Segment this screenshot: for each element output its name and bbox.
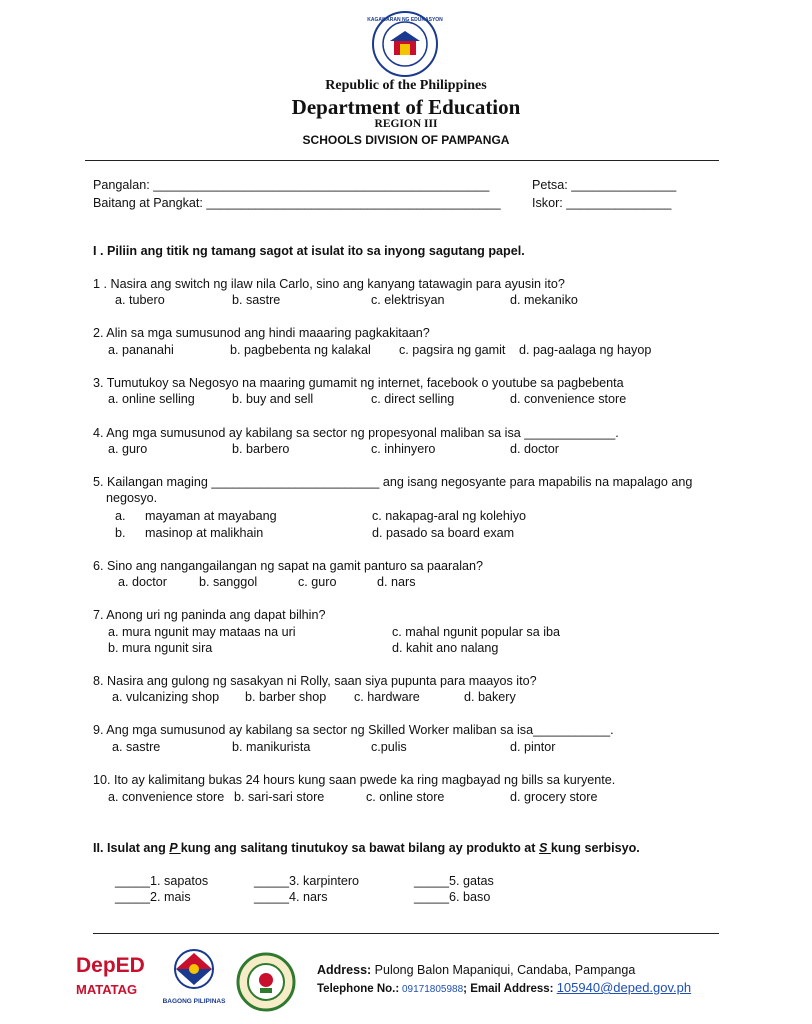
name-field-label: Pangalan: ________________________________________________ bbox=[93, 178, 490, 192]
footer-address bbox=[317, 963, 635, 977]
q1-choice-b: b. sastre bbox=[232, 293, 281, 307]
footer-contact bbox=[317, 980, 691, 995]
matatag-logo-text: MATATAG bbox=[76, 982, 138, 997]
q10-choice-d: d. grocery store bbox=[510, 790, 598, 804]
q5-stem-continued: negosyo. bbox=[106, 491, 158, 505]
q3-choice-d: d. convenience store bbox=[510, 392, 627, 406]
q6-stem: 6. Sino ang nangangailangan ng sapat na gamit panturo sa paaralan? bbox=[93, 559, 484, 573]
date-field-label: Petsa: _______________ bbox=[532, 178, 677, 192]
q9-choice-d: d. pintor bbox=[510, 740, 556, 754]
q3-choice-c: c. direct selling bbox=[371, 392, 455, 406]
q1-choice-a: a. tubero bbox=[115, 293, 165, 307]
header-divider bbox=[85, 160, 719, 161]
q10-choice-b: b. sari-sari store bbox=[234, 790, 325, 804]
part2-item-5: _____5. gatas bbox=[414, 874, 494, 888]
q6-choice-d: d. nars bbox=[377, 575, 416, 589]
part2-instr-mid: kung ang salitang tinutukoy sa bawat bilang ay produkto at bbox=[180, 841, 539, 855]
deped-seal bbox=[367, 11, 443, 77]
part2-instr-post: kung serbisyo. bbox=[550, 841, 640, 855]
q5-choice-d: d. pasado sa board exam bbox=[372, 526, 515, 540]
email-link[interactable]: 105940@deped.gov.ph bbox=[556, 980, 692, 995]
part2-instruction bbox=[93, 841, 640, 855]
q9-stem: 9. Ang mga sumusunod ay kabilang sa sector ng Skilled Worker maliban sa isa___________. bbox=[93, 723, 614, 737]
part2-item-3: _____3. karpintero bbox=[254, 874, 360, 888]
part2-item-2: _____2. mais bbox=[115, 890, 191, 904]
bagong-pilipinas-logo bbox=[162, 948, 226, 996]
q10-stem: 10. Ito ay kalimitang bukas 24 hours kung saan pwede ka ring magbayad ng bills sa kuryente. bbox=[93, 773, 616, 787]
q10-choice-a: a. convenience store bbox=[108, 790, 225, 804]
part1-instruction: I . Piliin ang titik ng tamang sagot at isulat ito sa inyong sagutang papel. bbox=[93, 244, 525, 258]
q5-choice-a-letter: a. bbox=[115, 509, 126, 523]
q5-choice-b: masinop at malikhain bbox=[145, 526, 264, 540]
q2-stem: 2. Alin sa mga sumusunod ang hindi maaaring pagkakitaan? bbox=[93, 326, 430, 340]
q9-choice-c: c.pulis bbox=[371, 740, 407, 754]
region-heading: REGION III bbox=[374, 118, 438, 130]
q7-choice-c: c. mahal ngunit popular sa iba bbox=[392, 625, 561, 639]
q5-choice-a: mayaman at mayabang bbox=[145, 509, 277, 523]
division-heading: SCHOOLS DIVISION OF PAMPANGA bbox=[302, 133, 510, 147]
q7-choice-b: b. mura ngunit sira bbox=[108, 641, 213, 655]
department-heading: Department of Education bbox=[291, 95, 521, 119]
address-value: Pulong Balon Mapaniqui, Candaba, Pampanga bbox=[371, 963, 636, 977]
q6-choice-b: b. sanggol bbox=[199, 575, 258, 589]
telephone-value: 09171805988 bbox=[399, 984, 464, 995]
q8-choice-b: b. barber shop bbox=[245, 690, 327, 704]
part2-item-4: _____4. nars bbox=[254, 890, 328, 904]
q4-choice-b: b. barbero bbox=[232, 442, 290, 456]
address-label: Address: bbox=[317, 963, 372, 977]
bagong-pilipinas-label: BAGONG PILIPINAS bbox=[162, 998, 226, 1005]
q3-choice-a: a. online selling bbox=[108, 392, 195, 406]
telephone-label: Telephone No.: bbox=[317, 983, 400, 995]
service-mark: S bbox=[538, 841, 551, 855]
q1-stem: 1 . Nasira ang switch ng ilaw nila Carlo, sino ang kanyang tatawagin para ayusin ito? bbox=[93, 277, 565, 291]
q5-stem: 5. Kailangan maging ________________________ ang isang negosyante para mapabilis na mapalago ang bbox=[93, 475, 693, 489]
q10-choice-c: c. online store bbox=[366, 790, 445, 804]
q1-choice-d: d. mekaniko bbox=[510, 293, 578, 307]
q7-stem: 7. Anong uri ng paninda ang dapat bilhin? bbox=[93, 608, 326, 622]
email-label: ; Email Address: bbox=[463, 983, 554, 995]
q7-choice-d: d. kahit ano nalang bbox=[392, 641, 499, 655]
q5-choice-c: c. nakapag-aral ng kolehiyo bbox=[372, 509, 527, 523]
part2-item-6: _____6. baso bbox=[414, 890, 491, 904]
deped-matatag-logo bbox=[76, 955, 145, 997]
q4-choice-d: d. doctor bbox=[510, 442, 560, 456]
q8-choice-a: a. vulcanizing shop bbox=[112, 690, 220, 704]
footer-divider bbox=[93, 933, 719, 934]
q8-choice-d: d. bakery bbox=[464, 690, 516, 704]
part2-item-1: _____1. sapatos bbox=[115, 874, 209, 888]
svg-text:KAGAWARAN NG EDUKASYON: KAGAWARAN NG EDUKASYON bbox=[367, 17, 443, 23]
part2-instr-pre: II. Isulat ang bbox=[93, 841, 170, 855]
q2-choice-b: b. pagbebenta ng kalakal bbox=[230, 343, 371, 357]
q7-choice-a: a. mura ngunit may mataas na uri bbox=[108, 625, 296, 639]
republic-heading: Republic of the Philippines bbox=[325, 78, 487, 93]
q9-choice-a: a. sastre bbox=[112, 740, 161, 754]
q9-choice-b: b. manikurista bbox=[232, 740, 311, 754]
q2-choice-c: c. pagsira ng gamit bbox=[399, 343, 506, 357]
grade-section-field-label: Baitang at Pangkat: __________________________________________ bbox=[93, 196, 501, 210]
q1-choice-c: c. elektrisyan bbox=[371, 293, 445, 307]
score-field-label: Iskor: _______________ bbox=[532, 196, 672, 210]
q4-choice-a: a. guro bbox=[108, 442, 148, 456]
q3-stem: 3. Tumutukoy sa Negosyo na maaring gumamit ng internet, facebook o youtube sa pagbebenta bbox=[93, 376, 624, 390]
q4-stem: 4. Ang mga sumusunod ay kabilang sa sector ng propesyonal maliban sa isa _____________. bbox=[93, 426, 619, 440]
q8-stem: 8. Nasira ang gulong ng sasakyan ni Rolly, saan siya pupunta para maayos ito? bbox=[93, 674, 537, 688]
q2-choice-a: a. pananahi bbox=[108, 343, 174, 357]
q2-choice-d: d. pag-aalaga ng hayop bbox=[519, 343, 652, 357]
q4-choice-c: c. inhinyero bbox=[371, 442, 436, 456]
q6-choice-c: c. guro bbox=[298, 575, 337, 589]
school-seal bbox=[236, 952, 296, 1012]
q6-choice-a: a. doctor bbox=[118, 575, 168, 589]
q8-choice-c: c. hardware bbox=[354, 690, 420, 704]
q3-choice-b: b. buy and sell bbox=[232, 392, 314, 406]
q5-choice-b-letter: b. bbox=[115, 526, 126, 540]
deped-logo-text: DepED bbox=[76, 954, 145, 977]
product-mark: P bbox=[169, 841, 181, 855]
